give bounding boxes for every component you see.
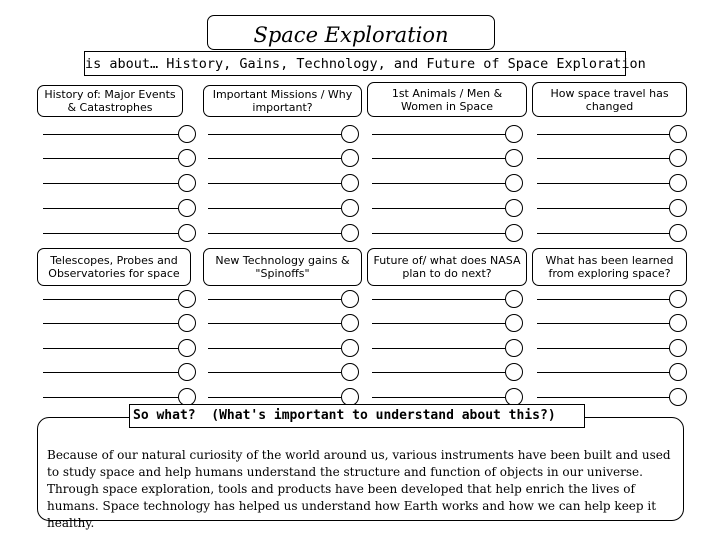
- answer-line: [208, 372, 341, 373]
- answer-line: [43, 233, 178, 234]
- answer-circle: [669, 363, 687, 381]
- header-future-nasa: Future of/ what does NASA plan to do next?: [367, 248, 527, 286]
- summary-text: Because of our natural curiosity of the world around us, various instruments have been built and used to study space and help humans understand the structure and function of objects in our universe. Through space exploration, tools and products have been developed that help enrich the lives of humans. Space technology has helped us understand how Earth works and how we can help keep it healthy.: [47, 448, 671, 530]
- answer-circle: [505, 314, 523, 332]
- answer-line: [537, 183, 670, 184]
- answer-line: [208, 397, 341, 398]
- header-learned: What has been learned from exploring space?: [532, 248, 687, 286]
- answer-line: [537, 323, 670, 324]
- answer-line: [43, 348, 178, 349]
- answer-line: [372, 208, 505, 209]
- answer-circle: [341, 363, 359, 381]
- answer-line: [537, 348, 670, 349]
- answer-circle: [505, 224, 523, 242]
- answer-line: [43, 158, 178, 159]
- answer-circle: [178, 290, 196, 308]
- answer-circle: [669, 199, 687, 217]
- answer-circle: [505, 199, 523, 217]
- page-title: Space Exploration: [207, 15, 495, 50]
- answer-circle: [341, 290, 359, 308]
- answer-circle: [505, 339, 523, 357]
- answer-line: [537, 372, 670, 373]
- answer-circle: [341, 149, 359, 167]
- answer-line: [372, 397, 505, 398]
- answer-line: [43, 372, 178, 373]
- answer-circle: [505, 290, 523, 308]
- answer-line: [43, 397, 178, 398]
- answer-circle: [669, 174, 687, 192]
- answer-line: [208, 208, 341, 209]
- answer-line: [43, 299, 178, 300]
- answer-line: [537, 134, 670, 135]
- answer-line: [208, 299, 341, 300]
- answer-circle: [178, 314, 196, 332]
- answer-circle: [669, 224, 687, 242]
- answer-line: [43, 323, 178, 324]
- answer-line: [372, 372, 505, 373]
- answer-line: [208, 233, 341, 234]
- answer-line: [43, 183, 178, 184]
- answer-circle: [341, 199, 359, 217]
- answer-circle: [341, 314, 359, 332]
- answer-circle: [669, 388, 687, 406]
- answer-circle: [178, 199, 196, 217]
- answer-line: [208, 134, 341, 135]
- answer-circle: [178, 224, 196, 242]
- answer-circle: [178, 339, 196, 357]
- subtitle: is about… History, Gains, Technology, and Future of Space Exploration: [84, 51, 626, 76]
- so-what-heading: So what? (What's important to understand about this?): [129, 404, 585, 428]
- answer-line: [537, 158, 670, 159]
- answer-line: [372, 183, 505, 184]
- answer-line: [372, 299, 505, 300]
- answer-circle: [505, 174, 523, 192]
- answer-line: [208, 348, 341, 349]
- header-travel-changed: How space travel has changed: [532, 82, 687, 117]
- answer-line: [537, 397, 670, 398]
- answer-line: [537, 299, 670, 300]
- answer-circle: [178, 125, 196, 143]
- answer-line: [372, 323, 505, 324]
- answer-line: [43, 208, 178, 209]
- answer-circle: [178, 363, 196, 381]
- answer-line: [372, 134, 505, 135]
- answer-circle: [341, 339, 359, 357]
- answer-line: [537, 233, 670, 234]
- answer-line: [208, 323, 341, 324]
- header-first-in-space: 1st Animals / Men & Women in Space: [367, 82, 527, 117]
- answer-circle: [669, 149, 687, 167]
- answer-circle: [505, 149, 523, 167]
- header-missions: Important Missions / Why important?: [203, 85, 362, 117]
- answer-circle: [505, 363, 523, 381]
- answer-circle: [505, 125, 523, 143]
- answer-circle: [341, 125, 359, 143]
- answer-circle: [341, 174, 359, 192]
- header-history: History of: Major Events & Catastrophes: [37, 85, 183, 117]
- answer-line: [372, 233, 505, 234]
- answer-line: [208, 183, 341, 184]
- answer-circle: [669, 125, 687, 143]
- answer-line: [208, 158, 341, 159]
- answer-circle: [669, 290, 687, 308]
- answer-circle: [669, 314, 687, 332]
- header-telescopes: Telescopes, Probes and Observatories for space: [37, 248, 191, 286]
- answer-circle: [178, 149, 196, 167]
- answer-line: [372, 158, 505, 159]
- answer-line: [372, 348, 505, 349]
- answer-line: [43, 134, 178, 135]
- answer-circle: [669, 339, 687, 357]
- answer-circle: [341, 224, 359, 242]
- header-spinoffs: New Technology gains & "Spinoffs": [203, 248, 362, 286]
- answer-line: [537, 208, 670, 209]
- answer-circle: [178, 174, 196, 192]
